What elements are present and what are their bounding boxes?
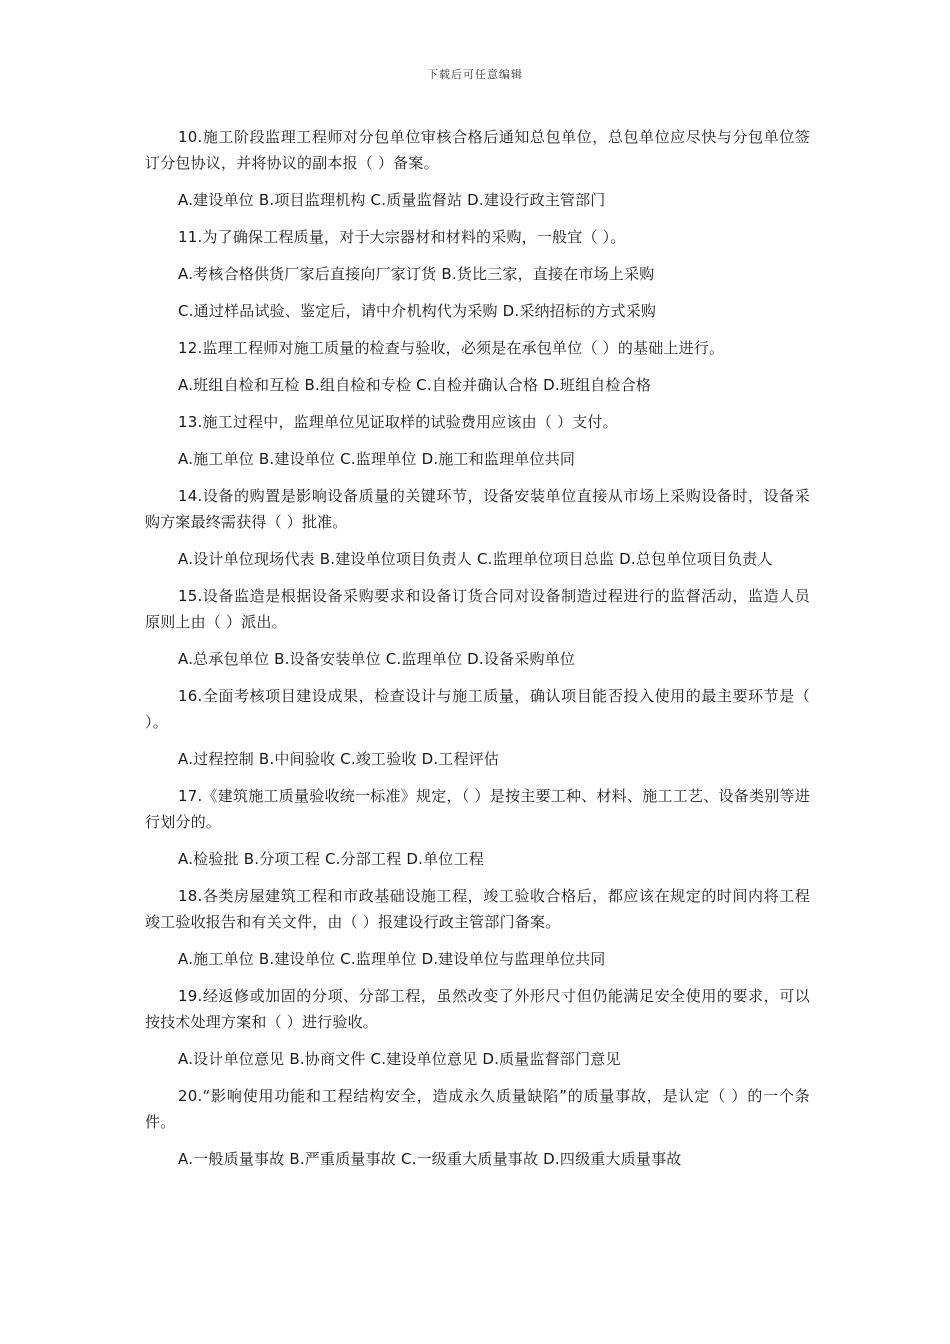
page-header: 下载后可任意编辑 [427,68,523,81]
question-15: 15.设备监造是根据设备采购要求和设备订货合同对设备制造过程进行的监督活动，监造人员原则上由（ ）派出。 [145,587,810,631]
question-17: 17.《建筑施工质量验收统一标准》规定，（ ）是按主要工种、材料、施工工艺、设备类别等进行划分的。 [145,787,810,831]
options-16: A.过程控制 B.中间验收 C.竣工验收 D.工程评估 [178,750,500,768]
question-19: 19.经返修或加固的分项、分部工程，虽然改变了外形尺寸但仍能满足安全使用的要求，可以按技术处理方案和（ ）进行验收。 [145,987,810,1031]
options-14: A.设计单位现场代表 B.建设单位项目负责人 C.监理单位项目总监 D.总包单位项目负责人 [178,550,773,568]
question-11: 11.为了确保工程质量，对于大宗器材和材料的采购，一般宜（ ）。 [178,228,626,246]
options-11-a-b: A.考核合格供货厂家后直接向厂家订货 B.货比三家，直接在市场上采购 [178,265,655,283]
options-17: A.检验批 B.分项工程 C.分部工程 D.单位工程 [178,850,484,868]
options-13: A.施工单位 B.建设单位 C.监理单位 D.施工和监理单位共同 [178,450,576,468]
options-20: A.一般质量事故 B.严重质量事故 C.一级重大质量事故 D.四级重大质量事故 [178,1150,682,1168]
options-10: A.建设单位 B.项目监理机构 C.质量监督站 D.建设行政主管部门 [178,191,606,209]
options-12: A.班组自检和互检 B.组自检和专检 C.自检并确认合格 D.班组自检合格 [178,376,652,394]
options-19: A.设计单位意见 B.协商文件 C.建设单位意见 D.质量监督部门意见 [178,1050,621,1068]
question-13: 13.施工过程中，监理单位见证取样的试验费用应该由（ ）支付。 [178,413,618,431]
question-12: 12.监理工程师对施工质量的检查与验收，必须是在承包单位（ ）的基础上进行。 [178,339,725,357]
options-11-c-d: C.通过样品试验、鉴定后，请中介机构代为采购 D.采纳招标的方式采购 [178,302,657,320]
question-16: 16.全面考核项目建设成果，检查设计与施工质量，确认项目能否投入使用的最主要环节是（ ）。 [145,687,810,731]
document-body [145,124,810,1183]
options-15: A.总承包单位 B.设备安装单位 C.监理单位 D.设备采购单位 [178,650,576,668]
options-18: A.施工单位 B.建设单位 C.监理单位 D.建设单位与监理单位共同 [178,950,606,968]
question-20: 20.“影响使用功能和工程结构安全，造成永久质量缺陷”的质量事故，是认定（ ）的一个条件。 [145,1087,810,1131]
question-14: 14.设备的购置是影响设备质量的关键环节，设备安装单位直接从市场上采购设备时，设备采购方案最终需获得（ ）批准。 [145,487,810,531]
question-18: 18.各类房屋建筑工程和市政基础设施工程，竣工验收合格后，都应该在规定的时间内将工程竣工验收报告和有关文件，由（ ）报建设行政主管部门备案。 [145,887,810,931]
question-10: 10.施工阶段监理工程师对分包单位审核合格后通知总包单位，总包单位应尽快与分包单位签订分包协议，并将协议的副本报（ ）备案。 [145,128,810,172]
